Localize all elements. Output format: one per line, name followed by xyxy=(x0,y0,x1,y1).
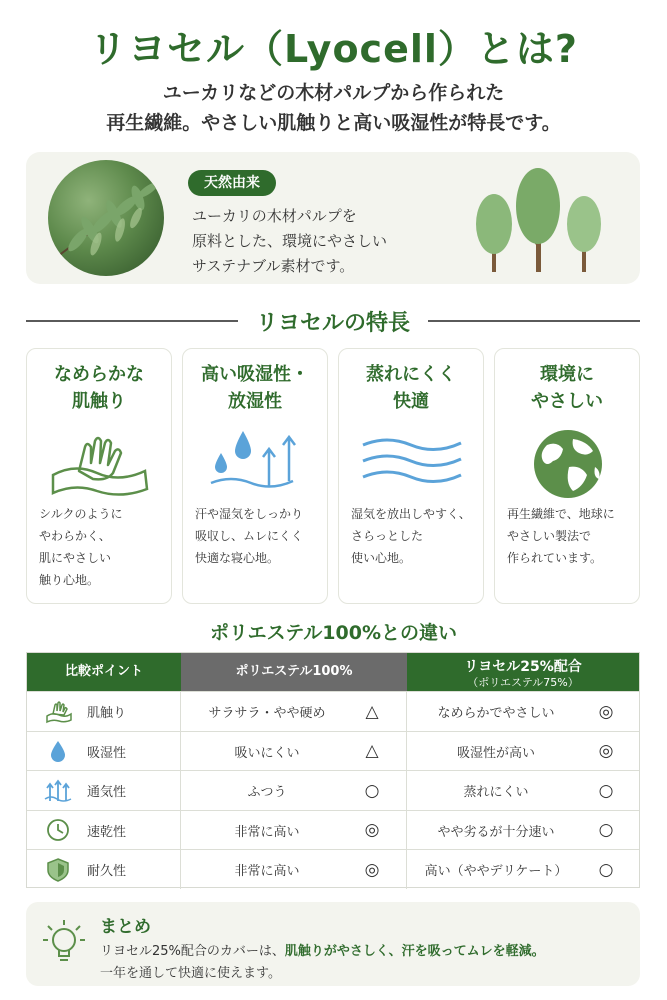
lyocell-value: 吸湿性が高い xyxy=(456,745,535,761)
lyocell-cell xyxy=(407,771,639,810)
feature-title-line: 肌触り xyxy=(72,391,126,412)
lyocell-cell xyxy=(407,732,639,771)
row-label-cell xyxy=(27,732,181,771)
water-drop-icon xyxy=(43,739,73,763)
feature-card-breathable xyxy=(338,348,484,604)
shield-icon xyxy=(43,858,73,882)
header-point: 比較ポイント xyxy=(27,653,181,691)
row-label: 通気性 xyxy=(87,785,127,800)
feature-card-absorbency xyxy=(182,348,328,604)
lyocell-mark: ○ xyxy=(598,820,614,840)
feature-desc-line: 再生繊維で、地球に xyxy=(507,507,615,521)
feature-desc-line: 肌にやさしい xyxy=(39,551,112,565)
feature-cards xyxy=(26,348,640,604)
lyocell-mark: ○ xyxy=(598,780,614,801)
polyester-mark: △ xyxy=(365,701,379,722)
feature-title-line: 環境に xyxy=(540,364,594,385)
features-heading-text: リヨセルの特長 xyxy=(256,310,411,336)
lyocell-mark: ◎ xyxy=(598,701,614,722)
row-label: 吸湿性 xyxy=(87,745,127,761)
feature-desc-line: さらっとした xyxy=(351,529,424,543)
lyocell-mark: ○ xyxy=(598,859,614,880)
intro-card xyxy=(26,152,640,284)
lyocell-cell xyxy=(407,850,639,889)
feature-desc-line: 汗や湿気をしっかり xyxy=(195,507,304,521)
feature-desc xyxy=(351,503,479,569)
table-header xyxy=(27,653,639,691)
intro-line: ユーカリの木材パルプを xyxy=(192,207,357,225)
feature-card-smooth xyxy=(26,348,172,604)
feature-desc-line: 使い心地。 xyxy=(351,551,412,565)
summary-line-1 xyxy=(100,940,545,959)
header-polyester: ポリエステル100% xyxy=(181,653,407,691)
polyester-mark: △ xyxy=(365,741,379,761)
feature-title xyxy=(183,361,327,415)
feature-desc xyxy=(39,503,167,591)
lightbulb-icon xyxy=(42,918,86,970)
polyester-value: 吸いにくい xyxy=(234,745,300,761)
hand-on-fabric-icon xyxy=(45,427,155,501)
lyocell-value: 蒸れにくい xyxy=(463,785,529,800)
lyocell-cell xyxy=(407,811,639,850)
polyester-mark: ○ xyxy=(364,780,380,801)
feature-desc xyxy=(195,503,323,569)
feature-title-line: 高い吸湿性・ xyxy=(201,364,309,385)
polyester-mark: ◎ xyxy=(364,820,380,840)
feature-title-line: 快適 xyxy=(393,391,429,412)
hand-icon xyxy=(43,700,73,724)
feature-desc-line: 作られています。 xyxy=(507,551,603,565)
feature-desc-line: やわらかく、 xyxy=(39,529,111,543)
table-row xyxy=(27,691,639,731)
water-drops-arrows-icon xyxy=(201,427,311,501)
intro-line: サステナブル素材です。 xyxy=(192,257,355,275)
lyocell-value: やや劣るが十分速い xyxy=(437,824,555,840)
table-row xyxy=(27,849,639,889)
row-label-cell xyxy=(27,811,181,850)
subtitle-line-2: 再生繊維。やさしい肌触りと高い吸湿性が特長です。 xyxy=(106,112,561,134)
polyester-value: サラサラ・やや硬め xyxy=(208,706,326,721)
airflow-arrows-icon xyxy=(43,779,73,803)
polyester-mark: ◎ xyxy=(364,859,380,880)
polyester-cell xyxy=(181,771,407,810)
summary-text: リヨセル25%配合のカバーは、 xyxy=(100,944,285,959)
summary-title: まとめ xyxy=(100,917,151,937)
trees-icon xyxy=(470,166,610,276)
summary-line-2: 一年を通して快適に使えます。 xyxy=(100,966,281,981)
summary-box xyxy=(26,902,640,986)
natural-origin-badge: 天然由来 xyxy=(188,170,276,196)
summary-highlight: 肌触りがやさしく、汗を吸ってムレを軽減。 xyxy=(284,944,545,959)
feature-desc-line: やさしい製法で xyxy=(507,529,592,543)
divider xyxy=(26,320,238,322)
feature-title xyxy=(27,361,171,415)
intro-description xyxy=(192,204,452,279)
polyester-value: ふつう xyxy=(247,785,287,800)
feature-desc-line: シルクのように xyxy=(39,507,123,521)
header-lyocell xyxy=(407,653,639,691)
clock-icon xyxy=(43,818,73,842)
row-label-cell xyxy=(27,850,181,889)
table-row xyxy=(27,731,639,771)
feature-title-line: 蒸れにくく xyxy=(366,364,456,385)
globe-icon xyxy=(513,427,623,501)
feature-title xyxy=(495,361,639,415)
row-label: 耐久性 xyxy=(87,864,127,879)
features-heading xyxy=(26,306,640,336)
lyocell-value: なめらかでやさしい xyxy=(437,706,555,721)
subtitle-line-1: ユーカリなどの木材パルプから作られた xyxy=(162,82,505,104)
polyester-cell xyxy=(181,692,407,731)
lyocell-value: 高い（ややデリケート） xyxy=(424,864,568,879)
page-title: リヨセル（Lyocell）とは? xyxy=(89,27,578,71)
polyester-cell xyxy=(181,732,407,771)
comparison-table xyxy=(26,652,640,888)
polyester-cell xyxy=(181,811,407,850)
table-row xyxy=(27,770,639,810)
lyocell-cell xyxy=(407,692,639,731)
feature-desc xyxy=(507,503,635,569)
intro-line: 原料とした、環境にやさしい xyxy=(192,232,388,250)
feature-title-line: やさしい xyxy=(531,391,603,412)
airflow-waves-icon xyxy=(357,427,467,501)
row-label: 肌触り xyxy=(87,706,127,721)
divider xyxy=(428,320,640,322)
feature-desc-line: 快適な寝心地。 xyxy=(195,551,280,565)
feature-title-line: なめらかな xyxy=(54,364,144,385)
feature-desc-line: 吸収し、ムレにくく xyxy=(195,529,304,543)
feature-desc-line: 湿気を放出しやすく、 xyxy=(351,507,471,521)
feature-title xyxy=(339,361,483,415)
comparison-title: ポリエステル100%との違い xyxy=(210,622,457,644)
polyester-value: 非常に高い xyxy=(234,864,300,879)
feature-desc-line: 触り心地。 xyxy=(39,573,100,587)
row-label: 速乾性 xyxy=(87,824,127,840)
polyester-cell xyxy=(181,850,407,889)
header-lyocell-main: リヨセル25%配合 xyxy=(464,659,582,675)
table-row xyxy=(27,810,639,850)
lyocell-mark: ◎ xyxy=(598,741,614,761)
feature-card-eco xyxy=(494,348,640,604)
header-lyocell-sub: （ポリエステル75%） xyxy=(467,676,579,689)
row-label-cell xyxy=(27,692,181,731)
eucalyptus-leaf-image xyxy=(48,160,164,276)
row-label-cell xyxy=(27,771,181,810)
feature-title-line: 放湿性 xyxy=(228,391,282,412)
polyester-value: 非常に高い xyxy=(234,824,300,840)
